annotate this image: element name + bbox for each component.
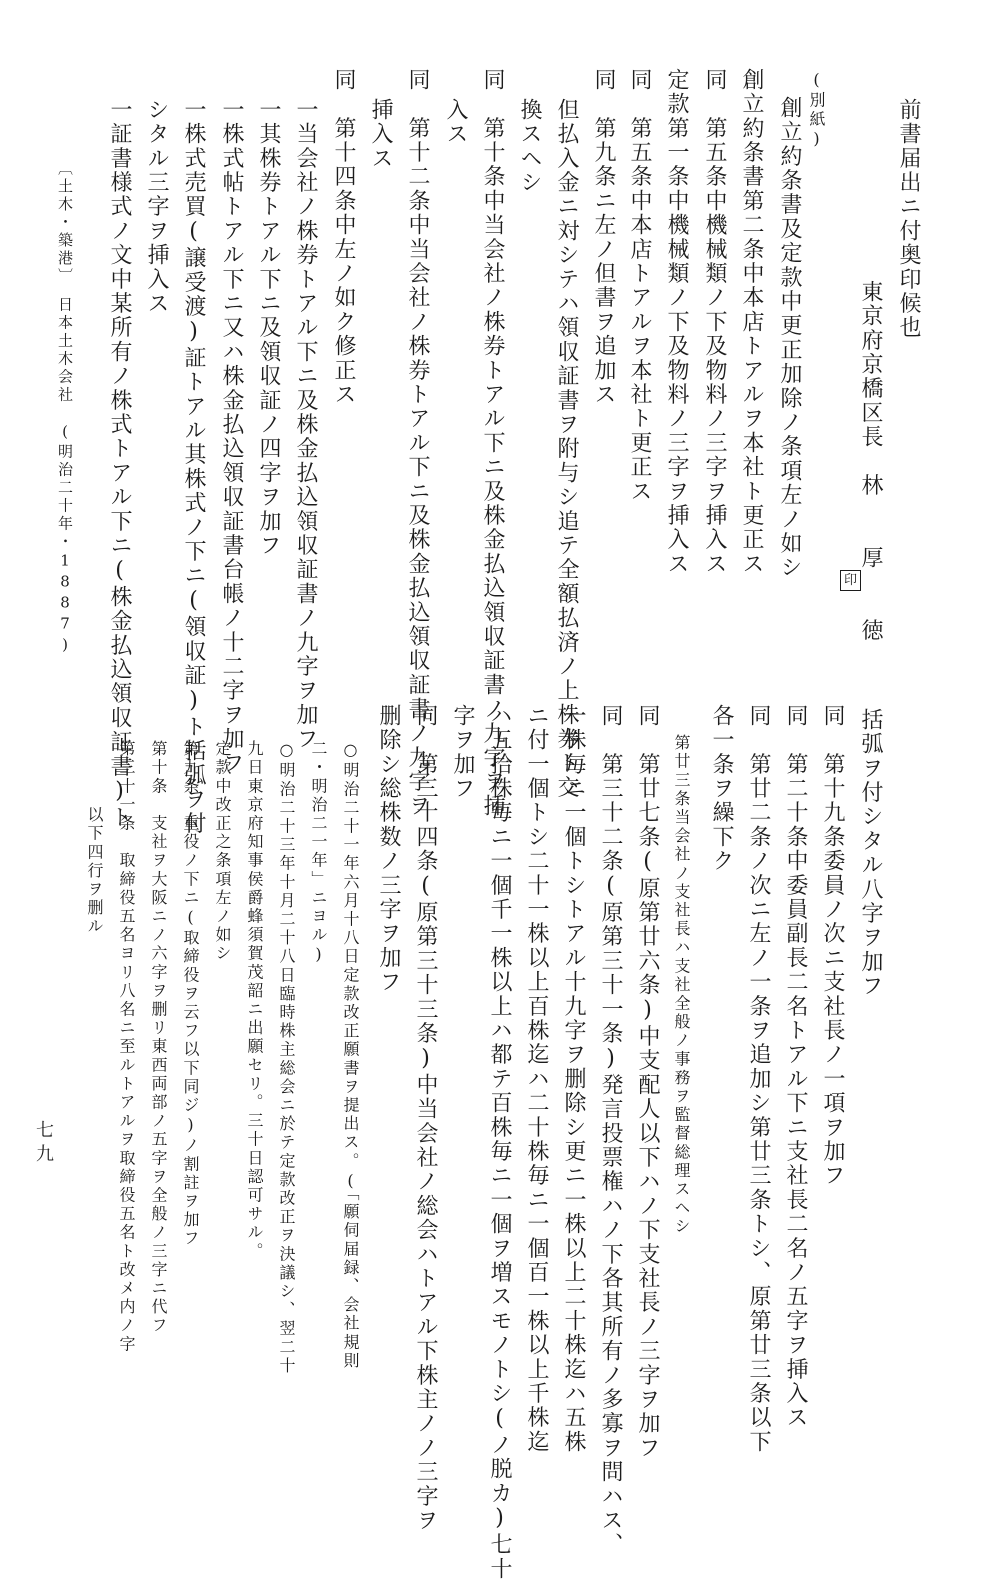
text-line: 同 第十四条中左ノ如ク修正ス (331, 68, 356, 407)
text-line: 同 第三十四条(原第三十三条)中当会社ノ総会ハトアル下株主ノノ三字ヲ (413, 704, 438, 1533)
text-line: 一証書様式ノ文中某所有ノ株式トアル下ニ(株金払込領収証書)ト (107, 98, 132, 830)
running-footer: 〔土木・築港〕 日本土木会社 (明治二十年・1887) (56, 160, 74, 657)
text-line: 換スヘシ (517, 98, 542, 195)
text-line: 一其株券トアル下ニ及領収証ノ四字ヲ加フ (256, 98, 281, 558)
text-line: 定款中改正之条項左ノ如シ (213, 740, 232, 964)
text-line: 入ス (443, 98, 468, 147)
text-line: ○明治二十三年十月二十八日臨時株主総会ニ於テ定款改正ヲ決議シ、翌二十 (277, 740, 296, 1376)
text-line: 同 第九条ニ左ノ但書ヲ追加ス (591, 68, 616, 407)
text-line: 括弧ヲ付シタル八字ヲ加フ (858, 708, 883, 999)
text-line: 以下四行ヲ删ル (85, 806, 104, 937)
text-line: 同 第十条中当会社ノ株券トアル下ニ及株金払込領収証書ノ九字ヲ挿 (480, 68, 505, 819)
text-line: 創立約条書及定款中更正加除ノ条項左ノ如シ (777, 96, 802, 580)
text-line: 同 第三十二条(原第三十一条)発言投票権ハノ下各其所有ノ多寡ヲ問ハス、 (598, 704, 623, 1557)
text-line: 同 第十九条委員ノ次ニ支社長ノ一項ヲ加フ (820, 704, 845, 1188)
text-line: 同 第五条中本店トアルヲ本社ト更正ス (627, 68, 652, 504)
text-line: (別紙) (807, 70, 826, 151)
text-line: シタル三字ヲ挿入ス (144, 98, 169, 316)
text-line: 但払入金ニ対シテハ領収証書ヲ附与シ追テ全額払済ノ上株券ト交 (554, 98, 579, 800)
text-line: 第十条 支社ヲ大阪ニノ六字ヲ删リ東西両部ノ五字ヲ全般ノ三字ニ代フ (149, 740, 168, 1336)
text-line: 同 第廿二条ノ次ニ左ノ一条ヲ追加シ第廿三条トシ、原第廿三条以下 (746, 704, 771, 1455)
text-line: 第三十一条 取締役五名ヨリ八名ニ至ルトアルヲ取締役五名ト改メ内ノ字 (117, 740, 136, 1354)
text-line: 删除シ総株数ノ三字ヲ加フ (376, 704, 401, 995)
text-line: ハ五拾株毎ニ一個千一株以上ハ都テ百株毎ニ一個ヲ増スモノトシ(ノ脱カ)七十 (487, 704, 512, 1581)
text-line: 創立約条書第二条中本店トアルヲ本社ト更正ス (739, 68, 764, 577)
text-line: 同 第二十条中委員副長二名トアル下ニ支社長二名ノ五字ヲ挿入ス (783, 704, 808, 1430)
text-line: 前書届出ニ付奥印候也 (896, 98, 921, 340)
text-line: 一当会社ノ株券トアル下ニ及株金払込領収証書ノ九字ヲ加フ (293, 98, 318, 752)
text-line: 一株式売買(譲受渡)証トアル其株式ノ下ニ(領収証)ト括弧ヲ付 (181, 98, 206, 836)
text-line: 九日東京府知事侯爵蜂須賀茂韶ニ出願セリ。三十日認可サル。 (245, 740, 264, 1261)
text-line: 同 第五条中機械類ノ下及物料ノ三字ヲ挿入ス (702, 68, 727, 577)
text-line: 第廿三条当会社ノ支社長ハ支社全般ノ事務ヲ監督総理スヘシ (672, 734, 691, 1237)
text-line: 二・明治二一年」ニヨル) (309, 740, 328, 967)
seal-stamp: 印 (840, 570, 861, 591)
text-line: 同 第十二条中当会社ノ株券トアル下ニ及株金払込領収証書ノ九字ヲ (405, 68, 430, 819)
text-line: 定款第一条中機械類ノ下及物料ノ三字ヲ挿入ス (664, 68, 689, 577)
text-line: 同 第廿七条(原第廿六条)中支配人以下ハノ下支社長ノ三字ヲ加フ (635, 704, 660, 1461)
text-line: 東京府京橋区長 林 厚 徳 (858, 280, 883, 643)
text-line: ○明治二十一年六月十八日定款改正願書ヲ提出ス。(「願伺届録、会社規則 (341, 740, 360, 1371)
text-line: 字ヲ加フ (450, 704, 475, 801)
text-line: ニ付一個トシ二十一株以上百株迄ハ二十株毎ニ一個百一株以上千株迄 (524, 704, 549, 1455)
text-line: 一株毎ニ一個トシトアル十九字ヲ删除シ更ニ一株以上二十株迄ハ五株 (561, 704, 586, 1455)
page-number: 七九 (33, 1120, 54, 1168)
text-line: 一株式帖トアル下ニ又ハ株金払込領収証書台帳ノ十二字ヲ加フ (219, 98, 244, 776)
text-line: 第九条 重役ノ下ニ(取締役ヲ云フ以下同ジ)ノ割註ヲ加フ (181, 740, 200, 1249)
text-line: 各一条ヲ繰下ク (709, 704, 734, 874)
text-line: 挿入ス (368, 98, 393, 171)
